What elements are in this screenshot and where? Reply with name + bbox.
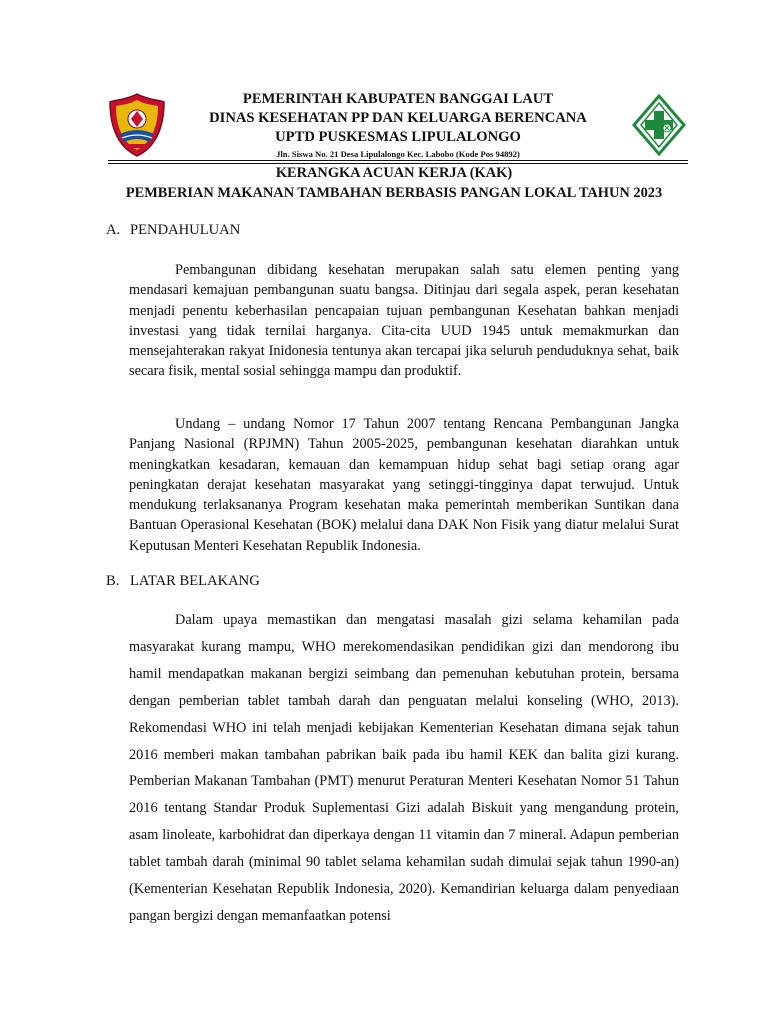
section-title: PENDAHULUAN [130, 222, 241, 238]
section-heading-latar-belakang [106, 571, 260, 591]
header-puskesmas: UPTD PUSKESMAS LIPULALONGO [275, 129, 521, 145]
document-title [96, 163, 692, 203]
banggai-laut-emblem-icon [108, 92, 166, 158]
header-government: PEMERINTAH KABUPATEN BANGGAI LAUT [242, 91, 554, 107]
section-heading-pendahuluan [106, 220, 240, 240]
title-line-2: PEMBERIAN MAKANAN TAMBAHAN BERBASIS PANGAN LOKAL TAHUN 2023 [125, 185, 663, 201]
paragraph-pendahuluan-1: Pembangunan dibidang kesehatan merupakan salah satu elemen penting yang mendasari kemajuan pembangunan suatu bangsa. Ditinjau dari segala aspek, peran kesehatan menjadi penentu keberhasilan pencapaian tujuan pembangunan Kesehatan bahkan menjadi investasi yang tidak ternilai harganya. Cita-cita UUD 1945 untuk memakmurkan dan mensejahterakan rakyat Inidonesia tentunya akan tercapai jika seluruh penduduknya sehat, baik secara fisik, mental sosial sehingga mampu dan produktif. [129, 262, 679, 380]
header-address: Jln. Siswa No. 21 Desa Lipulalongo Kec. Labobo (Kode Pos 94892) [276, 149, 520, 159]
section-title: LATAR BELAKANG [130, 573, 260, 589]
letterhead [108, 90, 688, 162]
paragraph-latar-belakang-1: Dalam upaya memastikan dan mengatasi masalah gizi selama kehamilan pada masyarakat kurang mampu, WHO merekomendasikan pendidikan gizi dan mendorong ibu hamil mendapatkan makanan bergizi seimbang dan pemenuhan kebutuhan protein, bersama dengan pemberian tablet tambah darah dan penguatan melalui konseling (WHO, 2013). Rekomendasi WHO ini telah menjadi kebijakan Kementerian Kesehatan dimana sejak tahun 2016 memberi makan tambahan pabrikan baik pada ibu hamil KEK dan balita gizi kurang. Pemberian Makanan Tambahan (PMT) menurut Peraturan Menteri Kesehatan Nomor 51 Tahun 2016 tentang Standar Produk Suplementasi Gizi adalah Biskuit yang mengandung protein, asam linoleate, karbohidrat dan diperkaya dengan 11 vitamin dan 7 mineral. Adapun pemberian tablet tambah darah (minimal 90 tablet selama kehamilan sudah dimulai sejak tahun 1990-an) (Kementerian Kesehatan Republik Indonesia, 2020). Kemandirian keluarga dalam penyediaan pangan bergizi dengan memanfaatkan potensi [129, 612, 679, 924]
section-letter: A. [106, 222, 121, 238]
paragraph-pendahuluan-2: Undang – undang Nomor 17 Tahun 2007 tentang Rencana Pembangunan Jangka Panjang Nasional (RPJMN) Tahun 2005-2025, pembangunan kesehatan diarahkan untuk meningkatkan kesadaran, kemauan dan kemampuan hidup sehat bagi setiap orang agar peningkatan derajat kesehatan masyarakat yang setinggi-tingginya dapat terwujud. Untuk mendukung terlaksananya Program kesehatan maka pemerintah memberikan Suntikan dana Bantuan Operasional Kesehatan (BOK) melalui dana DAK Non Fisik yang diatur melalui Surat Keputusan Menteri Kesehatan Republik Indonesia. [129, 416, 679, 554]
header-department: DINAS KESEHATAN PP DAN KELUARGA BERENCANA [209, 110, 587, 126]
section-letter: B. [106, 573, 120, 589]
title-line-1: KERANGKA ACUAN KERJA (KAK) [275, 165, 513, 181]
puskesmas-logo-icon [630, 92, 688, 158]
